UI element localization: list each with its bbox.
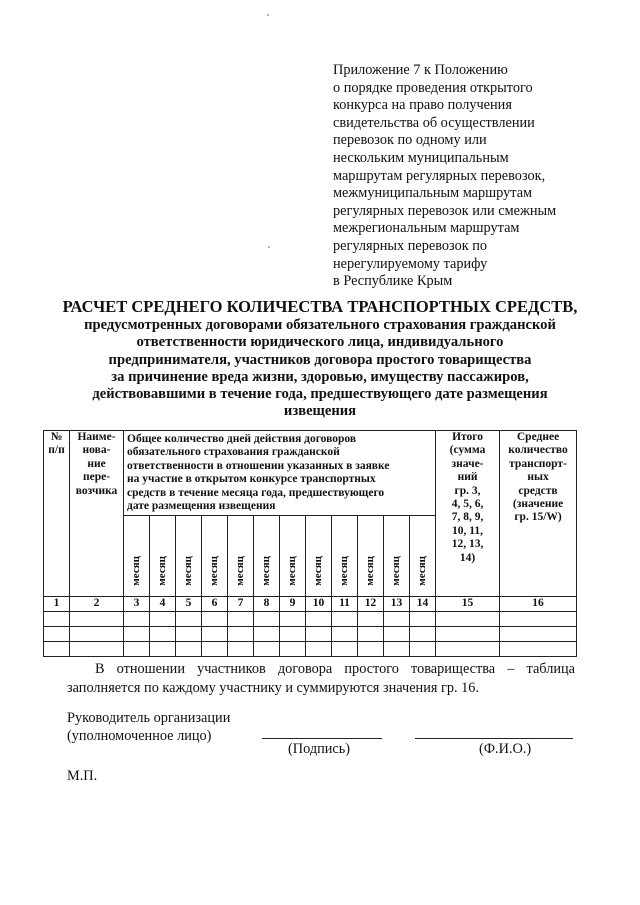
appendix-line: конкурса на право получения [333,97,512,114]
appendix-line: в Республике Крым [333,273,453,290]
col-number: 12 [358,597,384,612]
month-cell: месяц [124,516,150,597]
month-cell: месяц [358,516,384,597]
col-number: 16 [500,597,577,612]
table-row-empty [44,612,577,627]
header-row [44,431,577,516]
col-number: 7 [228,597,254,612]
fio-line [415,738,573,739]
month-cell: месяц [228,516,254,597]
title-line: действовавшими в течение года, предшествующего дате размещения [92,386,548,403]
title-line: извещения [283,403,357,420]
month-cell: месяц [202,516,228,597]
scan-speck [268,246,270,248]
stamp-place: М.П. [67,768,98,784]
month-cell: месяц [332,516,358,597]
appendix-line: нескольким муниципальным [333,149,509,166]
col-number: 2 [70,597,124,612]
col-number: 10 [306,597,332,612]
signatory-title: Руководитель организации (уполномоченное лицо) [67,710,231,744]
col-number: 8 [254,597,280,612]
note-line: заполняется по каждому участнику и суммируются значения гр. 16. [67,679,480,696]
document-title [40,296,600,421]
col-number: 14 [410,597,436,612]
month-cell: месяц [384,516,410,597]
appendix-line: о порядке проведения открытого [333,79,533,96]
header-itogo: Итого (сумма значе- ний гр. 3, 4, 5, 6, 7, 8, 9, 10, 11, 12, 13, 14) [436,431,500,597]
title-line: предпринимателя, участников договора простого товарищества [108,351,532,368]
appendix-line: регулярных перевозок по [333,237,488,254]
month-cell: месяц [176,516,202,597]
col-number: 11 [332,597,358,612]
signature-label: (Подпись) [288,741,351,757]
appendix-line: Приложение 7 к Положению [333,62,508,78]
header-carrier-name: Наиме- нова- ние пере- возчика [70,431,124,597]
table-row-empty [44,642,577,657]
appendix-line: регулярных перевозок или смежным [333,202,557,219]
appendix-line: межмуниципальным маршрутам [333,185,533,202]
month-cell: месяц [280,516,306,597]
scan-speck [267,14,269,16]
appendix-line: нерегулируемому тарифу [333,255,488,272]
col-number: 4 [150,597,176,612]
appendix-line: перевозок по одному или [333,132,487,149]
col-number: 15 [436,597,500,612]
col-number: 3 [124,597,150,612]
appendix-line: межрегиональным маршрутам [333,220,520,237]
note-paragraph [67,660,575,697]
title-main: РАСЧЕТ СРЕДНЕГО КОЛИЧЕСТВА ТРАНСПОРТНЫХ СРЕДСТВ, [62,297,578,316]
month-cell: месяц [150,516,176,597]
note-line: В отношении участников договора простого товарищества – таблица [95,661,575,677]
col-number: 9 [280,597,306,612]
title-line: ответственности юридического лица, индивидуального [136,334,504,351]
header-num: № п/п [44,431,70,597]
month-cell: месяц [254,516,280,597]
column-number-row [44,597,577,612]
col-number: 5 [176,597,202,612]
title-line: предусмотренных договорами обязательного страхования гражданской [84,317,556,333]
col-number: 13 [384,597,410,612]
col-number: 1 [44,597,70,612]
title-line: за причинение вреда жизни, здоровью, имуществу пассажиров, [111,368,529,385]
appendix-reference [333,62,623,291]
appendix-line: свидетельства об осуществлении [333,114,535,131]
month-cell: месяц [410,516,436,597]
header-average: Среднее количество транспорт- ных средств (значение гр. 15/W) [500,431,577,597]
header-total-days: Общее количество дней действия договоров обязательного страхования гражданской ответственности в отношении указанных в заявке на участие в открытом конкурсе транспортных средств в течение месяца года, предшествующего дате размещения извещения [124,431,436,516]
appendix-line: маршрутам регулярных перевозок, [333,167,546,184]
table-row-empty [44,627,577,642]
month-cell: месяц [306,516,332,597]
fio-label: (Ф.И.О.) [479,741,532,757]
calculation-table [43,430,577,657]
signature-line [262,738,382,739]
col-number: 6 [202,597,228,612]
